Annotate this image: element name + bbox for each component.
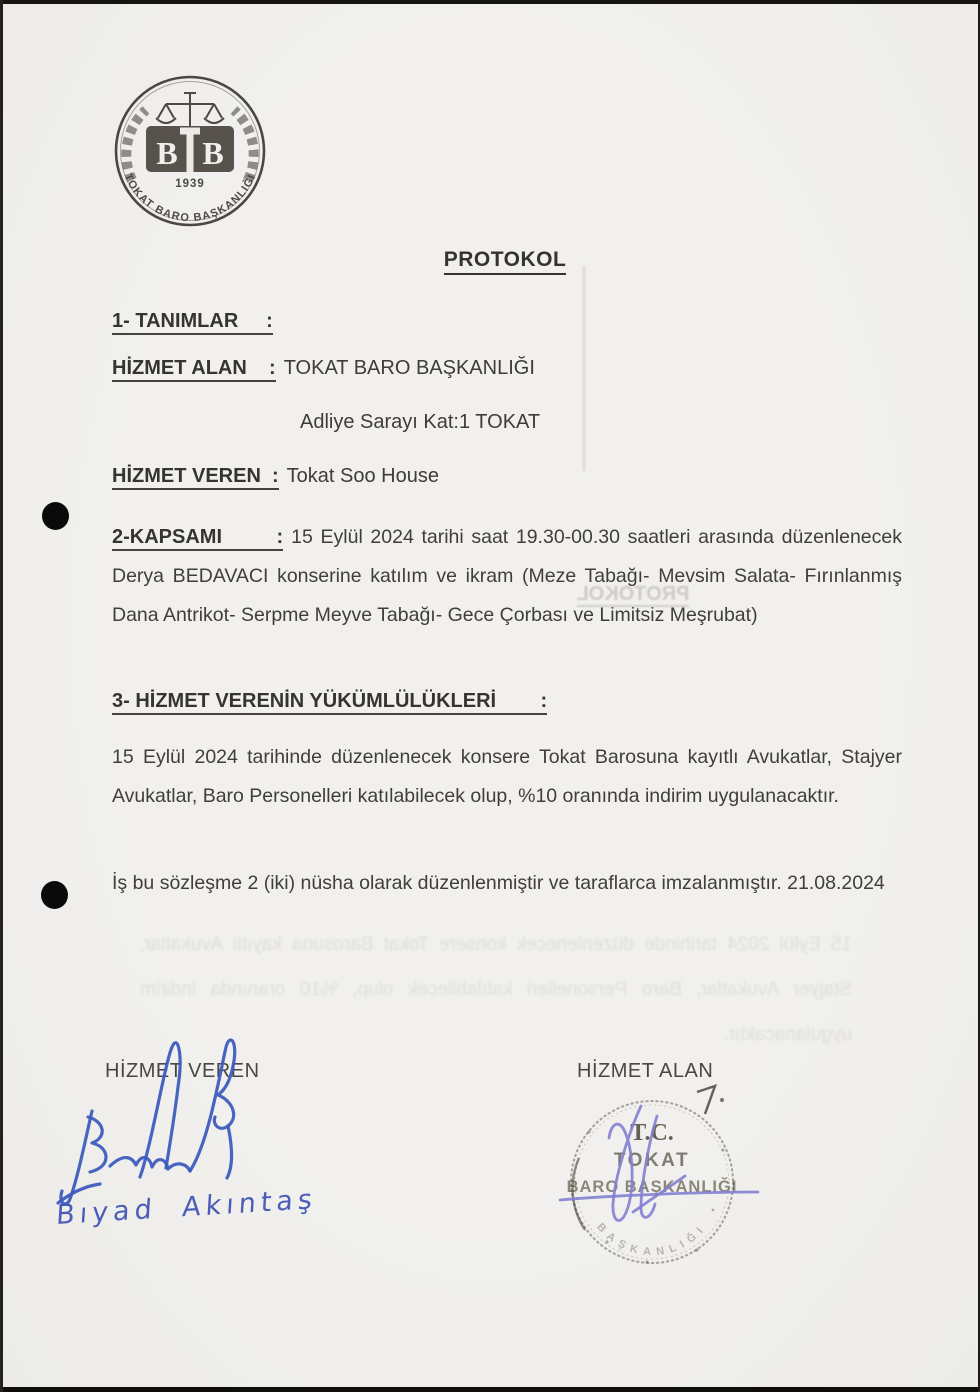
hole-punch-top	[42, 502, 69, 530]
logo-monogram-right: B	[202, 135, 224, 171]
hizmet-alan-label: HİZMET ALAN :	[112, 357, 276, 382]
line-address	[300, 411, 540, 434]
bleedthrough-paragraph: 15 Eylül 2024 tarihinde düzenlenecek konsere Tokat Barosuna kayıtlı Avukatlar, Stajyer Avukatlar, Baro Personelleri katılabilecek olup, %10 oranında indirim uygulanacaktır.	[140, 934, 852, 1045]
right-signature-label: HİZMET ALAN	[577, 1060, 714, 1082]
hole-punch-bottom	[41, 881, 68, 909]
stamp-line2: TOKAT	[613, 1150, 691, 1171]
scales-of-justice-icon	[156, 92, 224, 128]
stamp-arc-text: BAŞKANLIĞI	[594, 1221, 710, 1259]
hizmet-veren-label: HİZMET VEREN :	[112, 465, 279, 490]
scan-edge-left	[0, 0, 3, 1392]
stamp-line1: T.C.	[630, 1120, 674, 1146]
logo-monogram-left: B	[156, 135, 178, 171]
laurel-right	[234, 110, 254, 180]
kapsam-body: 15 Eylül 2024 tarihi saat 19.30-00.30 saatleri arasında düzenlenecek Derya BEDAVACI konserine katılım ve ikram (Meze Tabağı- Mevsim Salata- Fırınlanmış Dana Antrikot- Serpme Meyve Tabağı- Gece Çorbası ve Limitsiz Meşrubat)	[112, 526, 902, 626]
document-title: PROTOKOL	[360, 248, 650, 272]
stamp-dark-dot	[720, 1098, 724, 1102]
stamp-line3: BARO BAŞKANLIĞI	[566, 1178, 738, 1196]
hizmet-alan-value: TOKAT BARO BAŞKANLIĞI	[283, 357, 535, 379]
heading-tanimlar	[112, 310, 273, 333]
kapsam-label: 2-KAPSAMI :	[112, 526, 283, 551]
heading-tanimlar-text: 1- TANIMLAR :	[112, 310, 273, 335]
heading-yukumlulukler-text: 3- HİZMET VERENİN YÜKÜMLÜLÜKLERİ :	[112, 690, 547, 715]
stamp-dark-mark	[697, 1086, 715, 1114]
scan-edge-top	[0, 0, 980, 4]
bar-association-logo	[110, 72, 270, 230]
bleedthrough-title: PROTOKOL	[576, 583, 690, 605]
laurel-left	[126, 110, 146, 180]
yukumlulukler-body: 15 Eylül 2024 tarihinde düzenlenecek konsere Tokat Barosuna kayıtlı Avukatlar, Stajyer Avukatlar, Baro Personelleri katılabilecek olup, %10 oranında indirim uygulanacaktır.	[112, 746, 902, 807]
line-hizmet-veren	[112, 465, 439, 488]
handwritten-name: Bıyad Akıntaş	[55, 1183, 318, 1232]
heading-yukumlulukler	[112, 690, 547, 713]
closing-text: İş bu sözleşme 2 (iki) nüsha olarak düzenlenmiştir ve taraflarca imzalanmıştır. 21.08.2024	[112, 872, 885, 894]
hizmet-veren-value: Tokat Soo House	[286, 465, 439, 487]
logo-year: 1939	[175, 178, 205, 190]
scan-edge-bottom	[0, 1387, 980, 1392]
left-signature-label: HİZMET VEREN	[105, 1060, 260, 1082]
paragraph-kapsam	[112, 518, 902, 635]
paragraph-yukumlulukler	[112, 738, 902, 816]
line-hizmet-alan	[112, 357, 535, 380]
paper-crease	[583, 266, 585, 471]
logo-arc-text: TOKAT BARO BAŞKANLIĞI	[121, 172, 259, 225]
official-stamp	[545, 1080, 825, 1290]
hizmet-alan-address: Adliye Sarayı Kat:1 TOKAT	[300, 411, 541, 433]
paragraph-closing	[112, 864, 902, 903]
